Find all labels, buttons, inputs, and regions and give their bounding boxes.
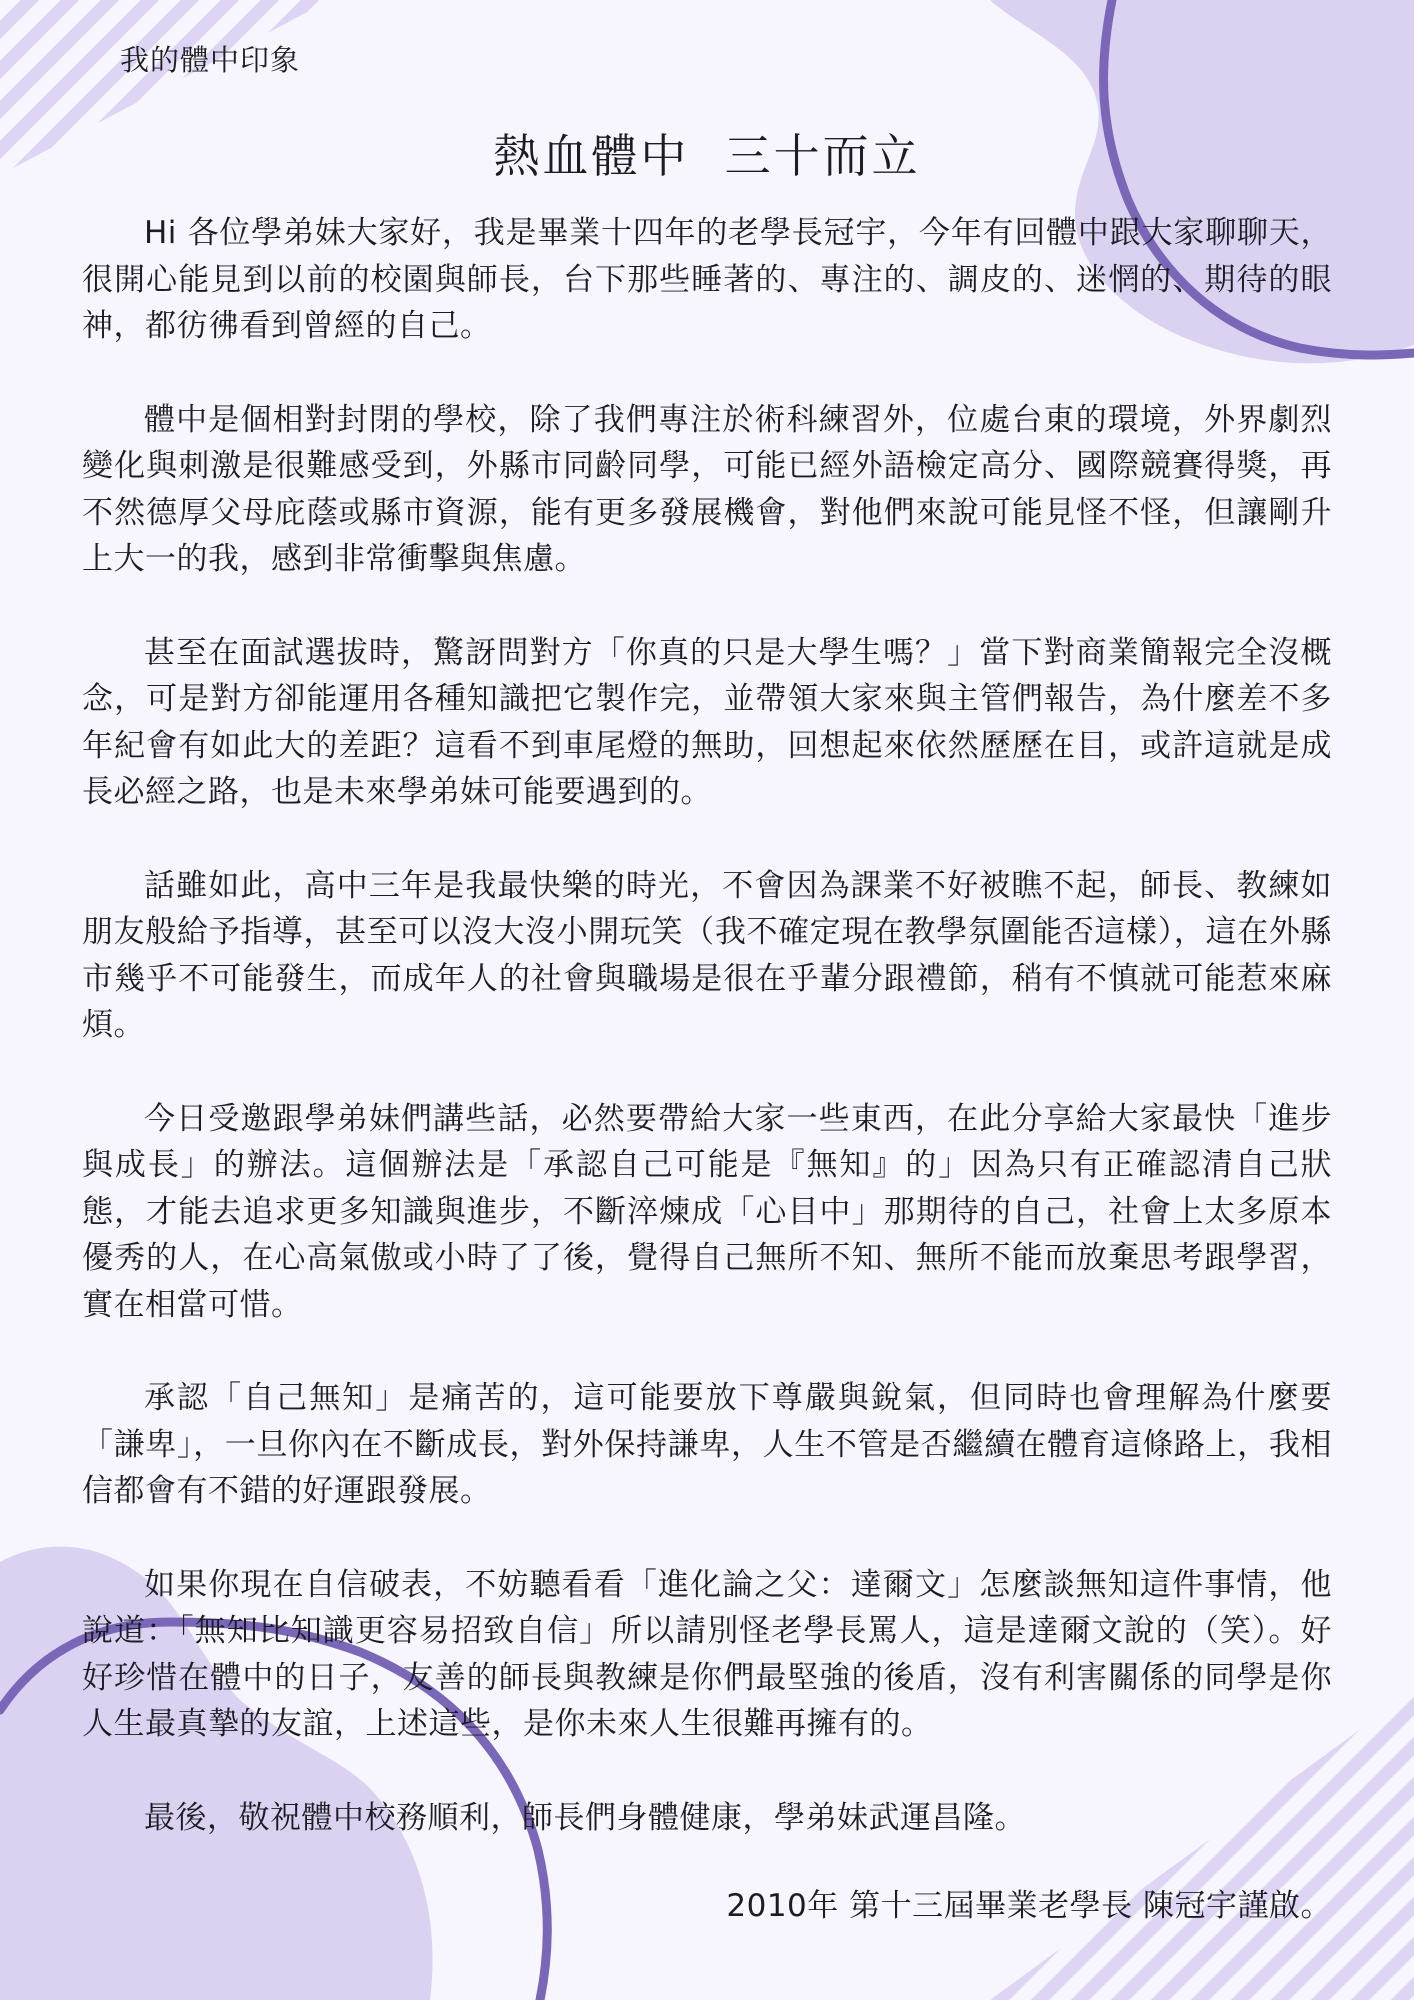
paragraph: 甚至在面試選拔時，驚訝問對方「你真的只是大學生嗎？」當下對商業簡報完全沒概念，可是對方卻能運用各種知識把它製作完，並帶領大家來與主管們報告，為什麼差不多年紀會有如此大的差距？這看不到車尾燈的無助，回想起來依然歷歷在目，或許這就是成長必經之路，也是未來學弟妹可能要遇到的。 <box>82 634 1332 810</box>
paragraph: 如果你現在自信破表，不妨聽看看「進化論之父：達爾文」怎麼談無知這件事情，他說道：「無知比知識更容易招致自信」所以請別怪老學長罵人，這是達爾文說的（笑）。好好珍惜在體中的日子，友善的師長與教練是你們最堅強的後盾，沒有利害關係的同學是你人生最真摯的友誼，上述這些，是你未來人生很難再擁有的。 <box>82 1566 1332 1742</box>
letter-body <box>82 210 1332 1888</box>
header-label: 我的體中印象 <box>120 43 301 77</box>
paragraph: 最後，敬祝體中校務順利，師長們身體健康，學弟妹武運昌隆。 <box>144 1799 1026 1836</box>
paragraph: 承認「自己無知」是痛苦的，這可能要放下尊嚴與銳氣，但同時也會理解為什麼要「謙卑」，一旦你內在不斷成長，對外保持謙卑，人生不管是否繼續在體育這條路上，我相信都會有不錯的好運跟發展。 <box>82 1380 1332 1509</box>
page-title: 熱血體中 三十而立 <box>493 129 921 183</box>
paragraph: 話雖如此，高中三年是我最快樂的時光，不會因為課業不好被瞧不起，師長、教練如朋友般給予指導，甚至可以沒大沒小開玩笑（我不確定現在教學氛圍能否這樣），這在外縣市幾乎不可能發生，而成年人的社會與職場是很在乎輩分跟禮節，稍有不慎就可能惹來麻煩。 <box>82 867 1332 1043</box>
signature: 2010年 第十三屆畢業老學長 陳冠宇謹啟。 <box>726 1888 1332 1924</box>
paragraph: 體中是個相對封閉的學校，除了我們專注於術科練習外，位處台東的環境，外界劇烈變化與刺激是很難感受到，外縣市同齡同學，可能已經外語檢定高分、國際競賽得獎，再不然德厚父母庇蔭或縣市資源，能有更多發展機會，對他們來說可能見怪不怪，但讓剛升上大一的我，感到非常衝擊與焦慮。 <box>82 401 1332 577</box>
paragraph: 今日受邀跟學弟妹們講些話，必然要帶給大家一些東西，在此分享給大家最快「進步與成長」的辦法。這個辦法是「承認自己可能是『無知』的」因為只有正確認清自己狀態，才能去追求更多知識與進步，不斷淬煉成「心目中」那期待的自己，社會上太多原本優秀的人，在心高氣傲或小時了了後，覺得自己無所不知、無所不能而放棄思考跟學習，實在相當可惜。 <box>82 1100 1332 1323</box>
paragraph: Hi 各位學弟妹大家好，我是畢業十四年的老學長冠宇，今年有回體中跟大家聊聊天，很開心能見到以前的校園與師長，台下那些睡著的、專注的、調皮的、迷惘的、期待的眼神，都彷彿看到曾經的自己。 <box>82 215 1332 344</box>
